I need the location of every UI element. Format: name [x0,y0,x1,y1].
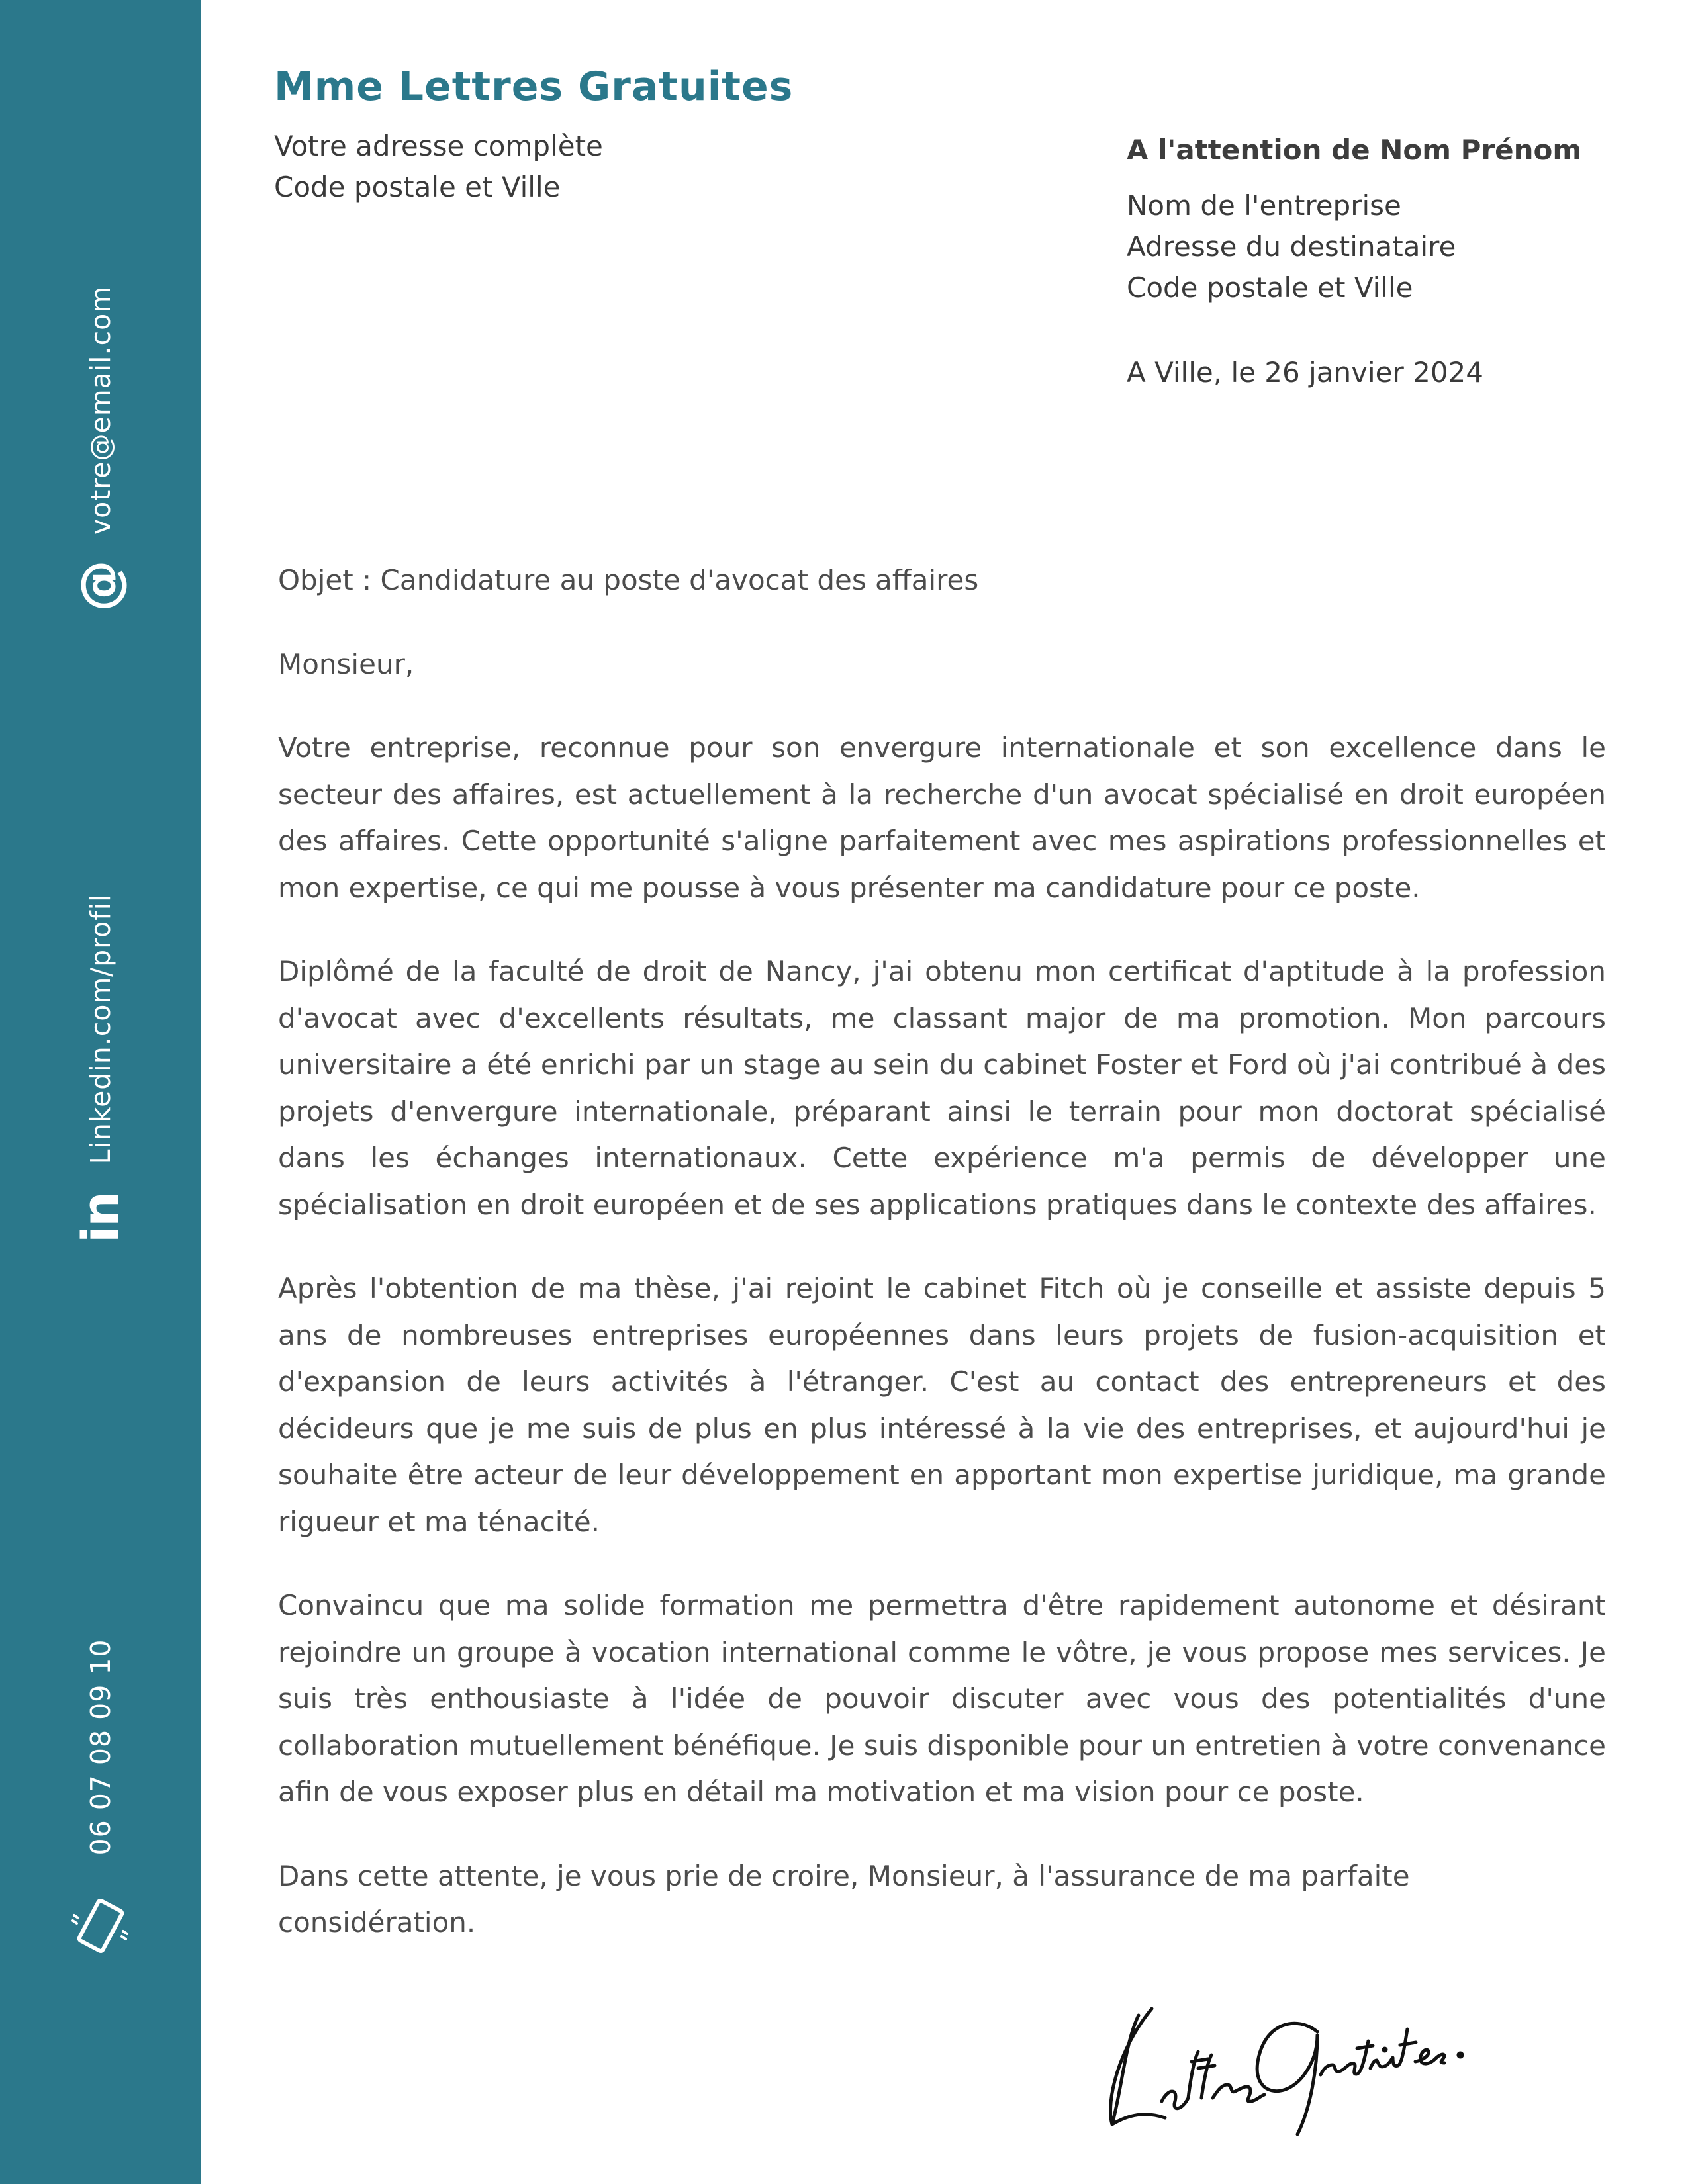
recipient-address: Adresse du destinataire [1127,230,1456,263]
linkedin-text[interactable]: Linkedin.com/profil [85,893,117,1165]
letter-greeting: Monsieur, [278,647,414,680]
letter-body [278,557,1606,1946]
at-icon: @ [71,560,130,612]
phone-icon [69,1894,132,1958]
sidebar [0,0,201,2184]
sender-address [274,126,603,208]
letter-closing: Dans cette attente, je vous prie de croire, Monsieur, à l'assurance de ma parfaite considération. [278,1859,1410,1938]
phone-text[interactable]: 06 07 08 09 10 [85,1639,117,1856]
recipient-company: Nom de l'entreprise [1127,189,1401,222]
letter-paragraph: Diplômé de la faculté de droit de Nancy, j'ai obtenu mon certificat d'aptitude à la profession d'avocat avec d'excellents résultats, me classant major de ma promotion. Mon parcours universitaire a été enrichi par un stage au sein du cabinet Foster et Ford où j'ai contribué à des projets d'envergure internationale, préparant ainsi le terrain pour mon doctorat spécialisé dans les échanges internationaux. Cette expérience m'a permis de développer une spécialisation en droit européen et de ses applications pratiques dans le contexte des affaires. [278,955,1606,1221]
sender-name: Mme Lettres Gratuites [274,64,794,110]
recipient-city: Code postale et Ville [1127,271,1413,304]
letter-paragraph: Convaincu que ma solide formation me permettra d'être rapidement autonome et désirant rejoindre un groupe à vocation international comme le vôtre, je vous propose mes services. Je suis très enthousiaste à l'idée de pouvoir discuter avec vous des potentialités d'une collaboration mutuellement bénéfique. Je suis disponible pour un entretien à votre convenance afin de vous exposer plus en détail ma motivation et ma vision pour ce poste. [278,1589,1606,1808]
letter-paragraph: Votre entreprise, reconnue pour son envergure internationale et son excellence dans le secteur des affaires, est actuellement à la recherche d'un avocat spécialisé en droit européen des affaires. Cette opportunité s'aligne parfaitement avec mes aspirations professionnelles et mon expertise, ce qui me pousse à vous présenter ma candidature pour ce poste. [278,731,1606,904]
letter-subject: Objet : Candidature au poste d'avocat des affaires [278,564,979,596]
sender-address-line1: Votre adresse complète [274,130,603,162]
recipient-block [1127,130,1581,308]
linkedin-icon: in [71,1192,130,1244]
letter-paragraph: Après l'obtention de ma thèse, j'ai rejoint le cabinet Fitch où je conseille et assiste depuis 5 ans de nombreuses entreprises européennes dans leurs projets de fusion-acquisition et d'expansion de leurs activités à l'étranger. C'est au contact des entrepreneurs et des décideurs que je me suis de plus en plus intéressé à la vie des entreprises, et aujourd'hui je souhaite être acteur de leur développement en apportant mon expertise juridique, ma grande rigueur et ma ténacité. [278,1272,1606,1538]
sender-address-line2: Code postale et Ville [274,171,561,203]
letter-date: A Ville, le 26 janvier 2024 [1127,356,1483,388]
email-text[interactable]: votre@email.com [85,285,117,535]
signature [1099,1969,1496,2141]
recipient-attention: A l'attention de Nom Prénom [1127,134,1582,166]
